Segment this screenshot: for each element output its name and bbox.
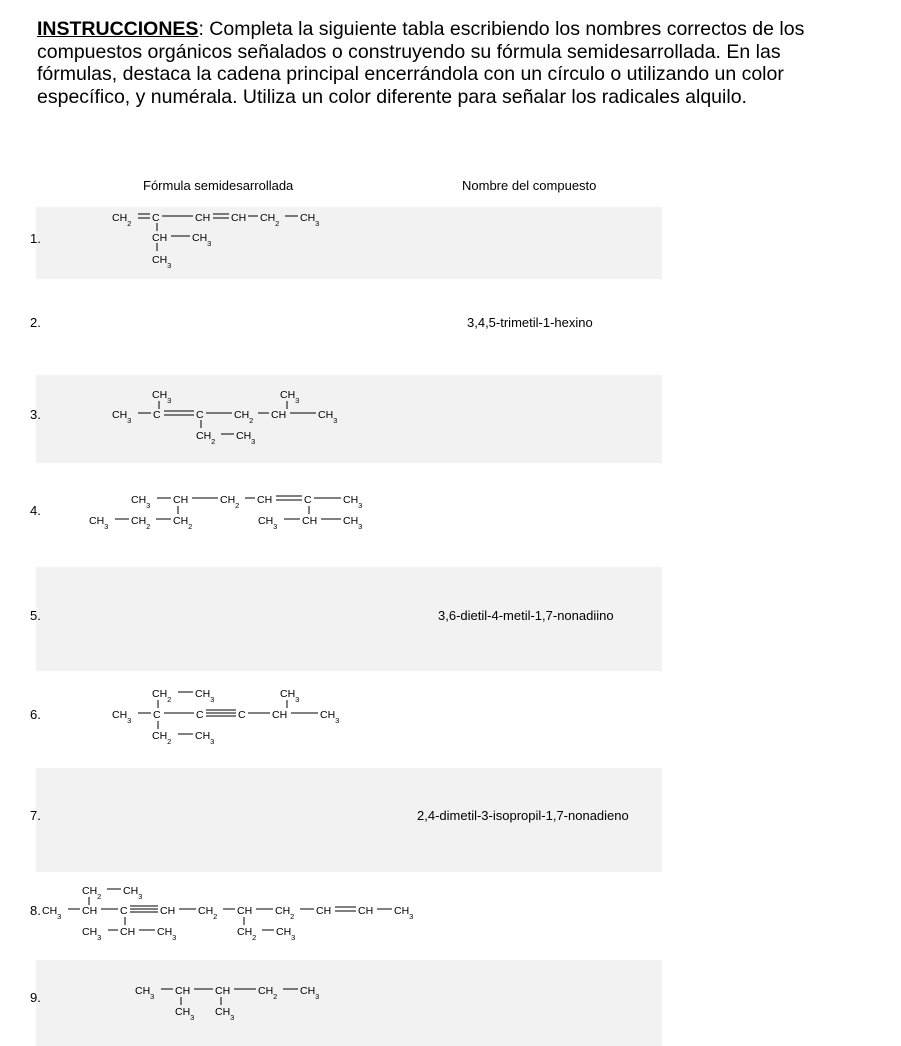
f6-ch3-l: $CH_3$ [112, 709, 132, 725]
f1-ch-sub: CH [152, 232, 168, 244]
column-header-name: Nombre del compuesto [462, 178, 597, 193]
f1-ch-a: CH [195, 212, 211, 224]
f3-ch3-top2: $CH_3$ [280, 389, 300, 405]
f3-ch3-end: $CH_3$ [318, 409, 338, 425]
f4-ch3-e: $CH_3$ [343, 515, 363, 531]
f1-ch-b: CH [231, 212, 247, 224]
row-number-9: 9. [30, 990, 41, 1005]
f8-ch3-bl2: $CH_3$ [157, 926, 177, 942]
f6-c1: C [153, 709, 161, 721]
f4-ch-a: CH [173, 494, 189, 506]
f9-ch3-s1: $CH_3$ [175, 1006, 195, 1022]
f6-ch3-bot: $CH_3$ [195, 730, 215, 746]
f6-ch3-top2: $CH_3$ [280, 688, 300, 704]
f8-ch-c: CH [237, 905, 253, 917]
compound-name-7: 2,4-dimetil-3-isopropil-1,7-nonadieno [417, 808, 629, 823]
f8-ch2-bm: $CH_2$ [237, 926, 257, 942]
f3-c2: C [196, 409, 204, 421]
instructions-heading: INSTRUCCIONES [37, 18, 199, 40]
row-number-4: 4. [30, 503, 41, 518]
compound-name-2: 3,4,5-trimetil-1-hexino [467, 315, 593, 330]
f3-ch2-bot: $CH_2$ [196, 430, 216, 446]
f9-ch3-s2: $CH_3$ [215, 1006, 235, 1022]
f4-ch3-d: $CH_3$ [258, 515, 278, 531]
f6-c3: C [238, 709, 246, 721]
f3-c1: C [153, 409, 161, 421]
f8-ch3-l: $CH_3$ [42, 905, 62, 921]
f9-ch3-l: $CH_3$ [135, 985, 155, 1001]
row-number-3: 3. [30, 407, 41, 422]
column-header-formula: Fórmula semidesarrollada [143, 178, 294, 193]
row-number-7: 7. [30, 808, 41, 823]
row-number-5: 5. [30, 608, 41, 623]
f4-ch3-c: $CH_3$ [89, 515, 109, 531]
f9-ch2: $CH_2$ [258, 985, 278, 1001]
f4-ch2-a: $CH_2$ [220, 494, 240, 510]
formula-6 [112, 688, 339, 746]
row-number-1: 1. [30, 231, 41, 246]
formula-9 [135, 985, 319, 1022]
f4-ch3-a: $CH_3$ [131, 494, 151, 510]
f8-ch2-b: $CH_2$ [275, 905, 295, 921]
f8-ch-bl: CH [120, 926, 136, 938]
formula-3 [112, 389, 337, 446]
f8-ch-d: CH [316, 905, 332, 917]
f4-ch3-b: $CH_3$ [343, 494, 363, 510]
formula-4 [89, 494, 362, 531]
f3-ch3-l: $CH_3$ [112, 409, 132, 425]
f4-ch2-c: $CH_2$ [131, 515, 151, 531]
f1-ch3-end: $CH_3$ [300, 212, 320, 228]
f6-c2: C [196, 709, 204, 721]
f4-c: C [304, 494, 312, 506]
f8-ch3-end: $CH_3$ [394, 905, 414, 921]
formula-1 [112, 212, 319, 270]
f1-ch2-b: $CH_2$ [260, 212, 280, 228]
f4-ch-b: CH [257, 494, 273, 506]
f1-ch3-bot: $CH_3$ [152, 254, 172, 270]
f8-c: C [120, 905, 128, 917]
f3-ch2-mid: $CH_2$ [234, 409, 254, 425]
f1-ch3-sub: $CH_3$ [192, 232, 212, 248]
row-number-8: 8. [30, 903, 41, 918]
f9-ch-a: CH [175, 985, 191, 997]
f3-ch3-bot: $CH_3$ [236, 430, 256, 446]
f6-ch: CH [272, 709, 288, 721]
formula-8 [42, 885, 413, 942]
f8-ch-e: CH [358, 905, 374, 917]
instructions-body: : Completa la siguiente tabla escribiendo los nombres correctos de los compuestos orgánicos señalados o construyendo su fórmula semidesarrollada. En las fórmulas, destaca la cadena principal encerrándola con un círculo o utilizando un color específico, y numérala. Utiliza un color diferente para señalar los radicales alquilo. [37, 18, 805, 108]
row-number-6: 6. [30, 707, 41, 722]
f8-ch: CH [82, 905, 98, 917]
f8-ch3-top: $CH_3$ [123, 885, 143, 901]
f3-ch: CH [271, 409, 287, 421]
f8-ch2-top: $CH_2$ [82, 885, 102, 901]
f8-ch-b: CH [160, 905, 176, 917]
f8-ch3-bm: $CH_3$ [276, 926, 296, 942]
f8-ch3-bl: $CH_3$ [82, 926, 102, 942]
f4-ch-d: CH [302, 515, 318, 527]
f8-ch2-a: $CH_2$ [198, 905, 218, 921]
f1-c: C [152, 212, 160, 224]
f3-ch3-top1: $CH_3$ [152, 389, 172, 405]
f4-ch2-d: $CH_2$ [173, 515, 193, 531]
f6-ch3-end: $CH_3$ [320, 709, 340, 725]
f6-ch3-top: $CH_3$ [195, 688, 215, 704]
f1-ch2: $CH_2$ [112, 212, 132, 228]
f6-ch2-bot: $CH_2$ [152, 730, 172, 746]
f9-ch-b: CH [215, 985, 231, 997]
f9-ch3-end: $CH_3$ [300, 985, 320, 1001]
compound-name-5: 3,6-dietil-4-metil-1,7-nonadiino [438, 608, 614, 623]
row-number-2: 2. [30, 315, 41, 330]
f6-ch2-top: $CH_2$ [152, 688, 172, 704]
